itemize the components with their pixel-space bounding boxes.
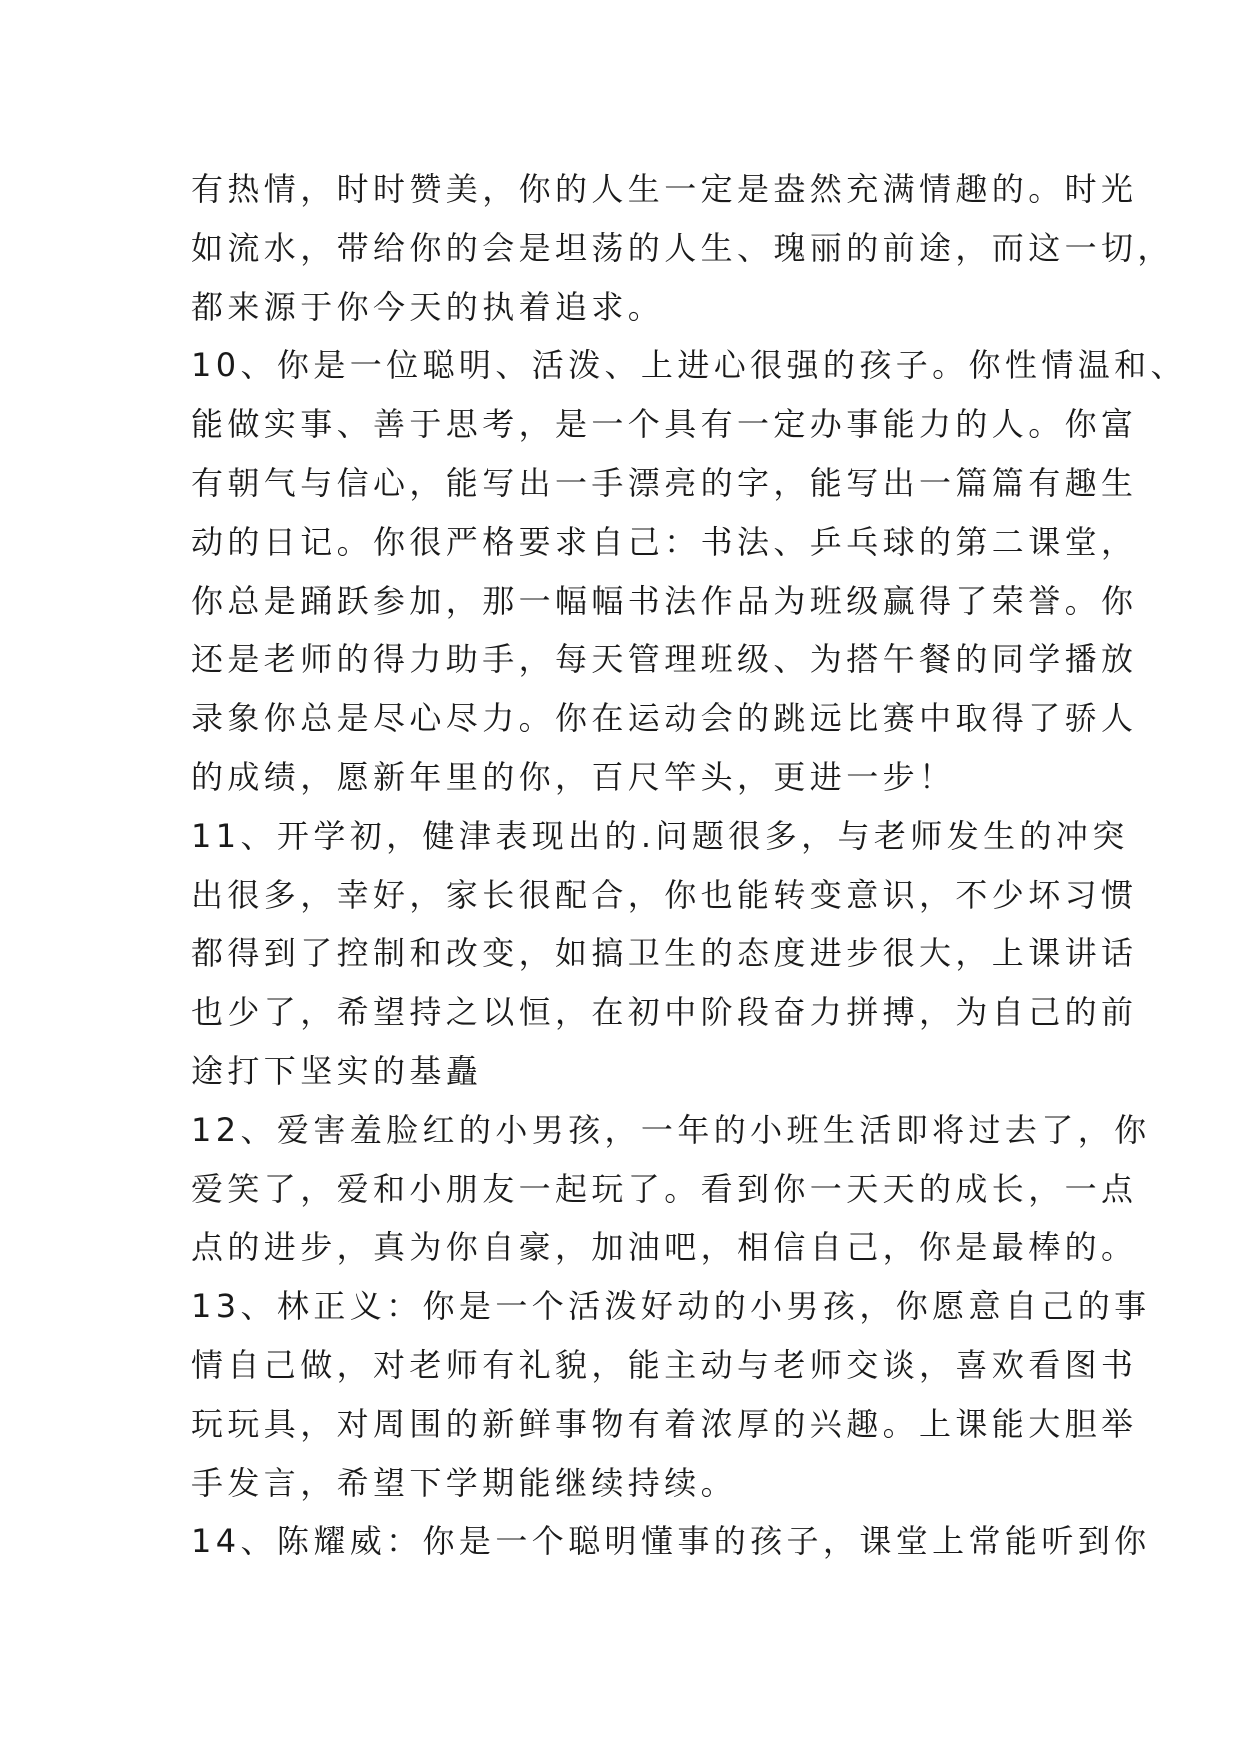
text-line: 你总是踊跃参加，那一幅幅书法作品为班级赢得了荣誉。你 [191,581,1138,620]
text-line: 还是老师的得力助手，每天管理班级、为搭午餐的同学播放 [191,640,1138,679]
text-line: 也少了，希望持之以恒，在初中阶段奋力拼搏，为自己的前 [191,993,1138,1032]
text-line: 手发言，希望下学期能继续持续。 [191,1463,738,1502]
text-line: 10、你是一位聪明、活泼、上进心很强的孩子。你性情温和、 [191,346,1187,385]
text-line: 能做实事、善于思考，是一个具有一定办事能力的人。你富 [191,405,1138,444]
text-line: 都来源于你今天的执着追求。 [191,287,665,326]
text-line: 出很多，幸好，家长很配合，你也能转变意识，不少坏习惯 [191,875,1138,914]
text-line: 都得到了控制和改变，如搞卫生的态度进步很大，上课讲话 [191,934,1138,973]
text-line: 有热情，时时赞美，你的人生一定是盎然充满情趣的。时光 [191,170,1138,208]
text-line: 途打下坚实的基矗 [191,1051,483,1090]
text-line: 录象你总是尽心尽力。你在运动会的跳远比赛中取得了骄人 [191,699,1138,738]
text-line: 动的日记。你很严格要求自己：书法、乒乓球的第二课堂， [191,522,1138,561]
text-line: 玩玩具，对周围的新鲜事物有着浓厚的兴趣。上课能大胆举 [191,1404,1138,1443]
text-line: 14、陈耀威：你是一个聪明懂事的孩子，课堂上常能听到你 [191,1522,1151,1561]
text-line: 有朝气与信心，能写出一手漂亮的字，能写出一篇篇有趣生 [191,463,1138,502]
text-line: 如流水，带给你的会是坦荡的人生、瑰丽的前途，而这一切， [191,228,1174,267]
text-line: 11、开学初，健津表现出的.问题很多，与老师发生的冲突 [191,816,1129,855]
text-line: 12、爱害羞脸红的小男孩，一年的小班生活即将过去了，你 [191,1110,1151,1149]
document-body [191,160,1187,1571]
text-line: 点的进步，真为你自豪，加油吧，相信自己，你是最棒的。 [191,1228,1138,1267]
text-line: 的成绩，愿新年里的你，百尺竿头，更进一步！ [191,757,956,796]
text-line: 13、林正义：你是一个活泼好动的小男孩，你愿意自己的事 [191,1287,1151,1326]
text-line: 爱笑了，爱和小朋友一起玩了。看到你一天天的成长，一点 [191,1169,1138,1208]
text-line: 情自己做，对老师有礼貌，能主动与老师交谈，喜欢看图书 [191,1345,1138,1384]
